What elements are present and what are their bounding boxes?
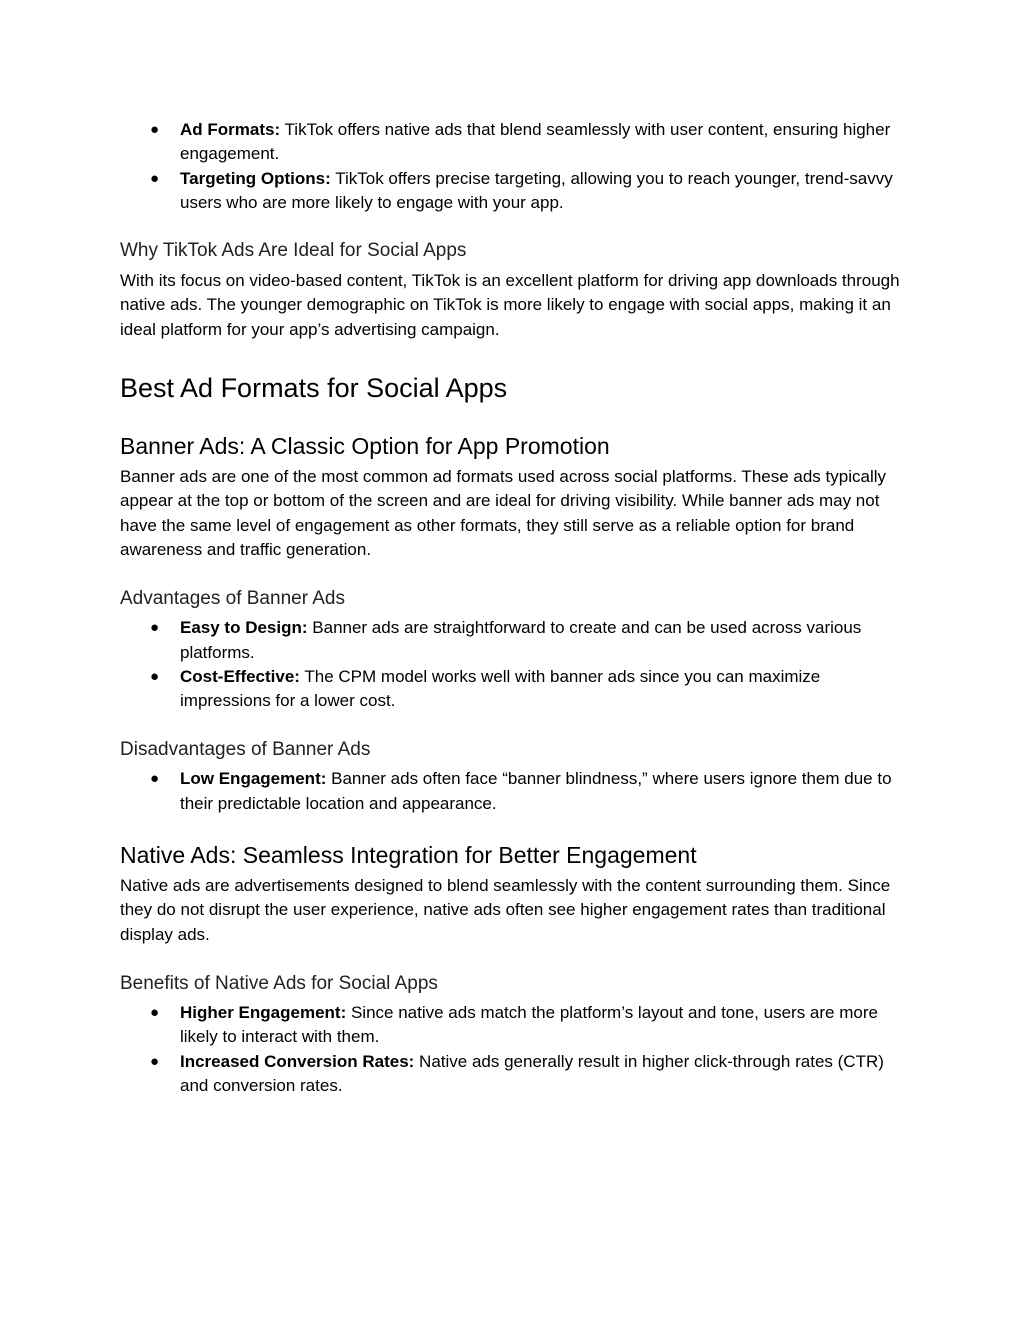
list-item [120,167,910,216]
native-benefits-heading: Benefits of Native Ads for Social Apps [120,972,438,994]
native-body: Native ads are advertisements designed to blend seamlessly with the content surrounding them. Since they do not disrupt the user experience, native ads often see higher engagement rates than traditional display ads. [120,876,891,944]
list-item [120,1050,910,1099]
bullet-icon: ● [150,121,160,138]
tiktok-why-body: With its focus on video-based content, TikTok is an excellent platform for driving app downloads through native ads. The younger demographic on TikTok is more likely to engage with social apps, making it an ideal platform for your app’s advertising campaign. [120,271,900,339]
list-item [120,767,910,816]
bullet-text: TikTok offers native ads that blend seamlessly with user content, ensuring higher engagement. [180,120,891,164]
bullet-icon: ● [150,619,160,637]
bullet-text: TikTok offers precise targeting, allowing you to reach younger, trend-savvy users who are more likely to engage with your app. [180,168,893,212]
bullet-icon: ● [150,770,160,788]
banner-body: Banner ads are one of the most common ad formats used across social platforms. These ads typically appear at the top or bottom of the screen and are ideal for driving visibility. While banner ads may not have the same level of engagement as other formats, they still serve as a reliable option for brand awareness and traffic generation. [120,467,886,559]
bullet-text: Native ads generally result in higher click-through rates (CTR) and conversion rates. [180,1051,884,1095]
bullet-icon: ● [150,1052,160,1070]
bullet-label: Ad Formats: [180,120,281,139]
list-item [120,118,910,167]
bullet-text: The CPM model works well with banner ads since you can maximize impressions for a lower cost. [180,666,821,711]
list-item [120,1001,910,1050]
best-formats-heading: Best Ad Formats for Social Apps [120,373,508,404]
banner-disadvantages-heading: Disadvantages of Banner Ads [120,739,371,761]
bullet-text: Banner ads are straightforward to create and can be used across various platforms. [180,618,862,662]
bullet-label: Increased Conversion Rates: [180,1051,415,1071]
list-item [120,665,910,714]
bullet-label: Higher Engagement: [180,1002,347,1022]
tiktok-why-heading: Why TikTok Ads Are Ideal for Social Apps [120,240,467,262]
bullet-icon: ● [150,1003,160,1021]
document-page [120,118,910,1098]
bullet-label: Easy to Design: [180,618,308,638]
bullet-icon: ● [150,169,160,187]
banner-disadvantages-list [120,767,910,816]
native-heading: Native Ads: Seamless Integration for Better Engagement [120,842,697,869]
banner-heading: Banner Ads: A Classic Option for App Promotion [120,433,610,460]
bullet-label: Targeting Options: [180,168,331,188]
intro-bullet-list [120,118,910,215]
banner-advantages-list [120,616,910,713]
bullet-icon: ● [150,667,160,685]
list-item [120,616,910,665]
banner-advantages-heading: Advantages of Banner Ads [120,588,345,610]
bullet-text: Banner ads often face “banner blindness,” where users ignore them due to their predictable location and appearance. [180,769,892,813]
bullet-label: Low Engagement: [180,769,327,789]
bullet-label: Cost-Effective: [180,666,300,686]
bullet-text: Since native ads match the platform’s layout and tone, users are more likely to interact with them. [180,1002,878,1047]
native-benefits-list [120,1001,910,1098]
